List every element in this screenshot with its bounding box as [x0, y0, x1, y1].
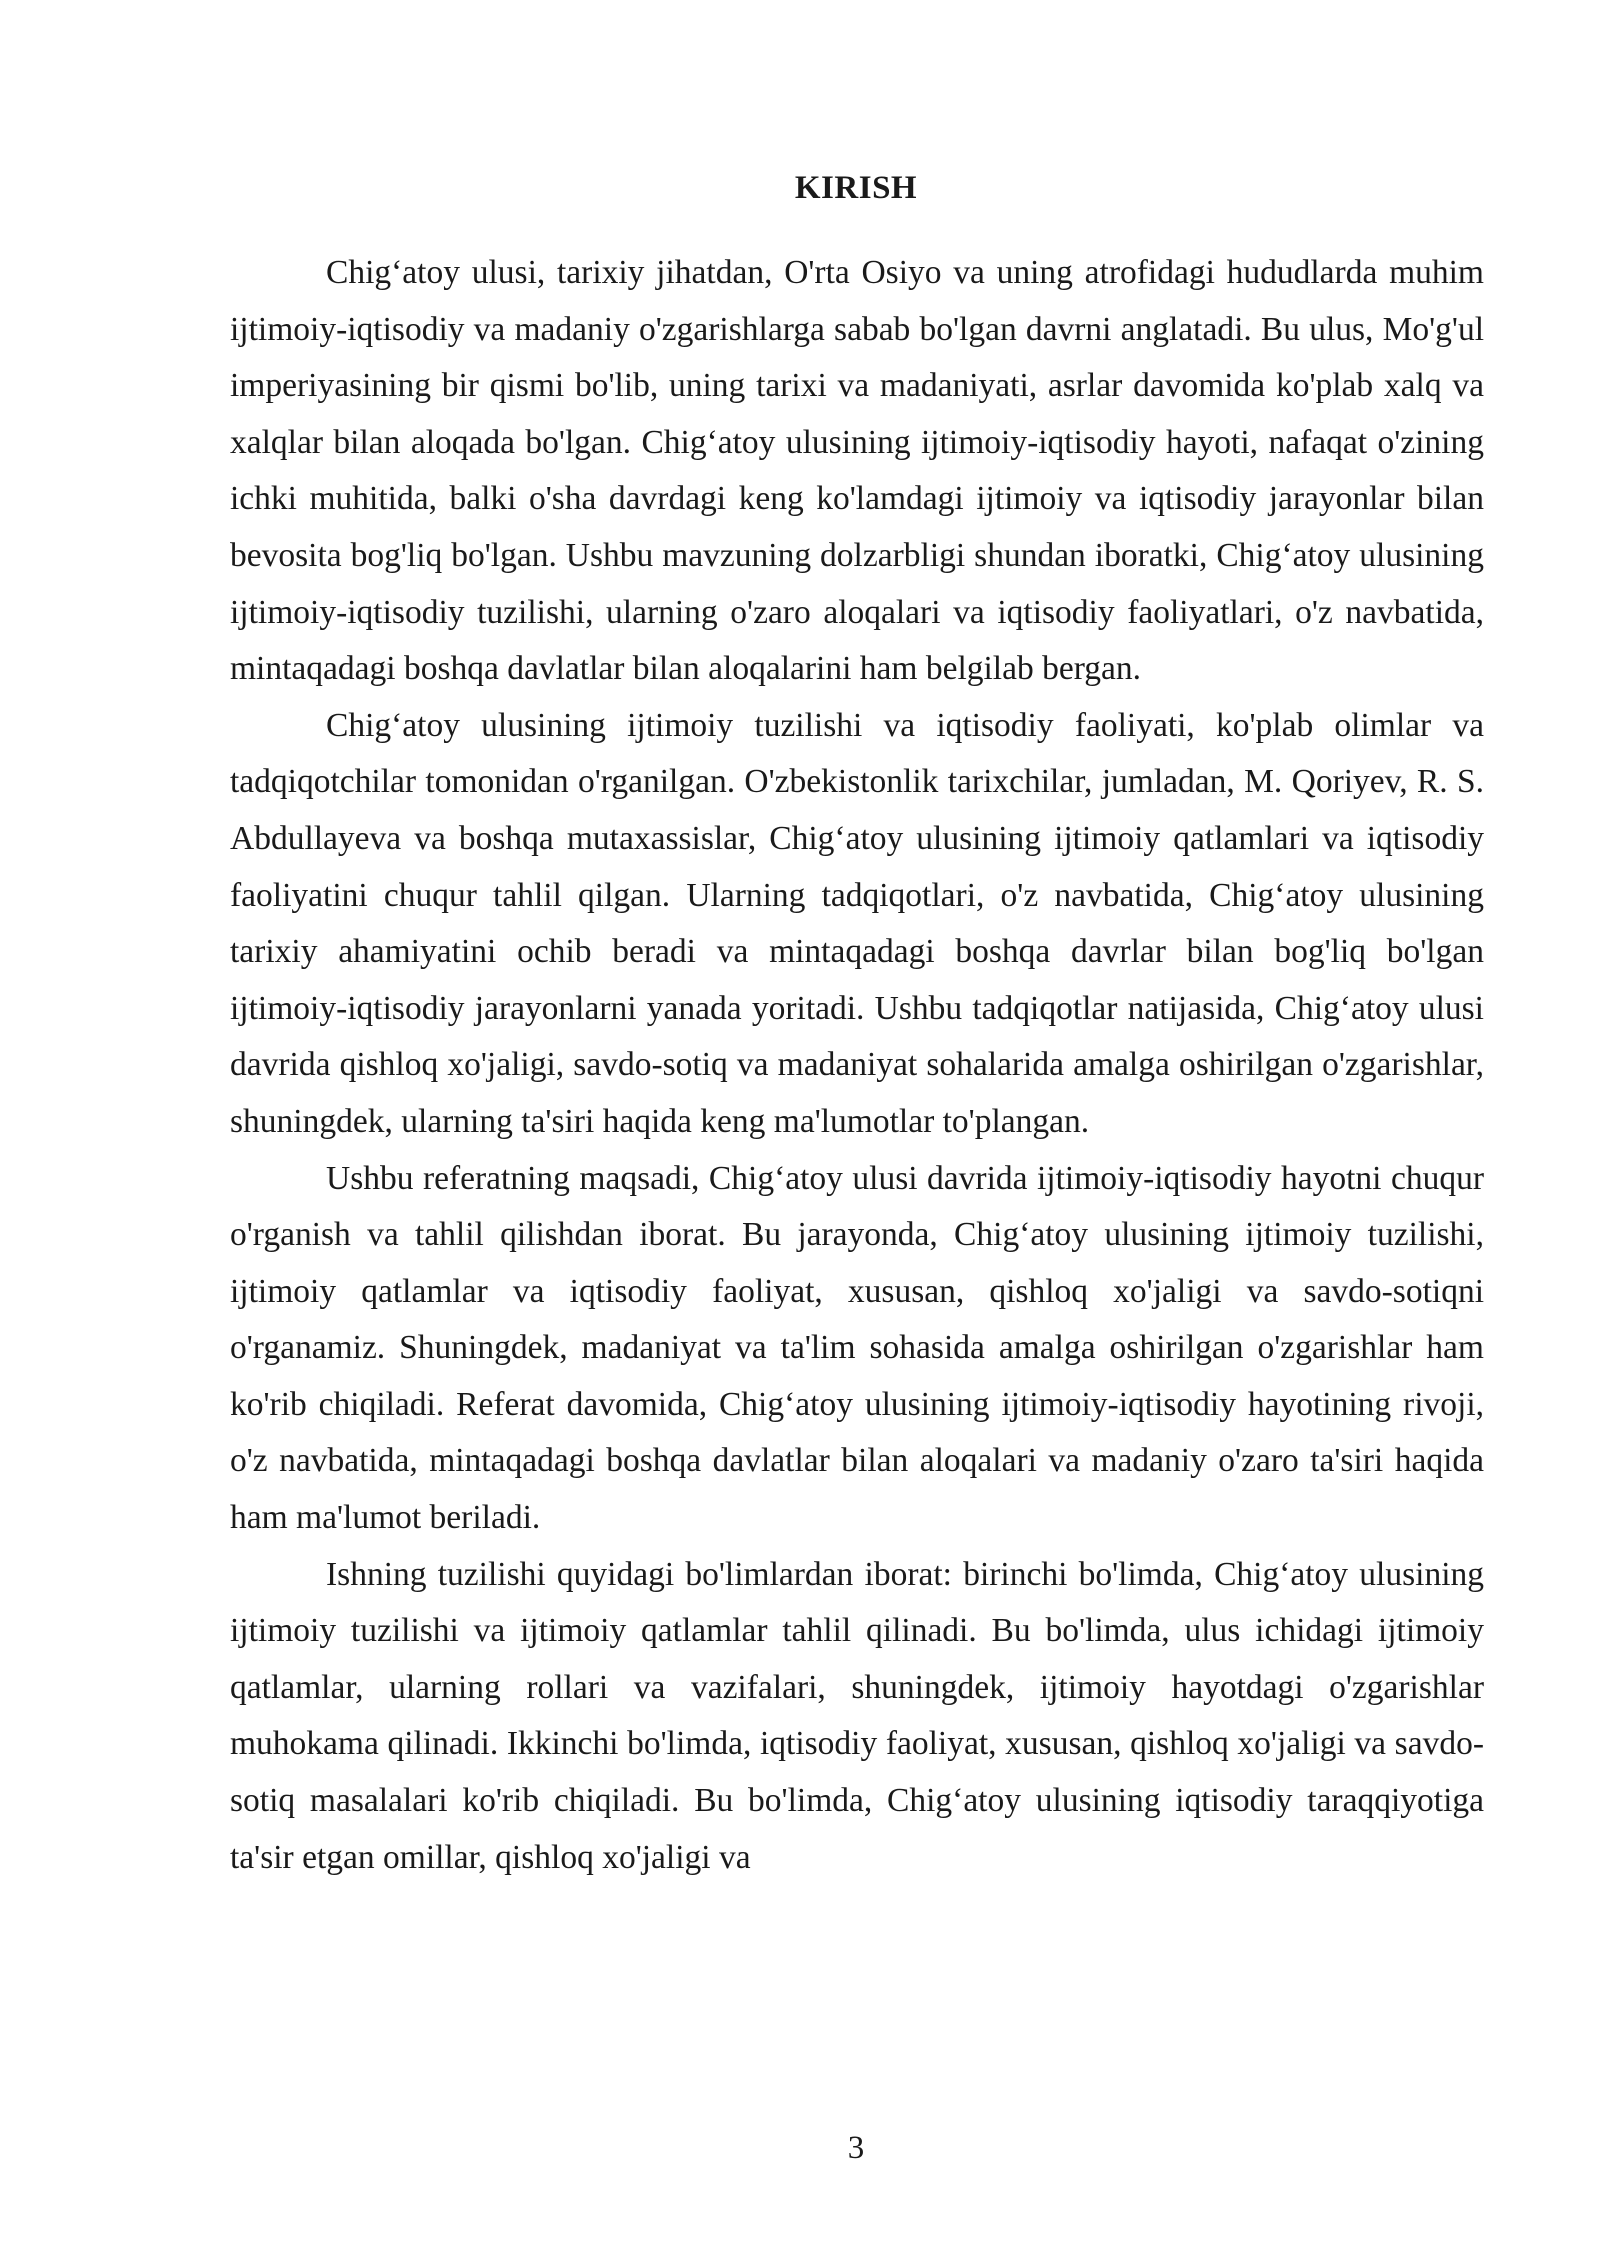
- section-title: KIRISH: [794, 170, 918, 206]
- paragraph: Ishning tuzilishi quyidagi bo'limlardan iborat: birinchi bo'limda, Chig‘atoy ulusining ijtimoiy tuzilishi va ijtimoiy qatlamlar tahlil qilinadi. Bu bo'limda, ulus ichidagi ijtimoiy qatlamlar, ularning rollari va vazifalari, shuningdek, ijtimoiy hayotdagi o'zgarishlar muhokama qilinadi. Ikkinchi bo'limda, iqtisodiy faoliyat, xususan, qishloq xo'jaligi va savdo-sotiq masalalari ko'rib chiqiladi. Bu bo'limda, Chig‘atoy ulusining iqtisodiy taraqqiyotiga ta'sir etgan omillar, qishloq xo'jaligi va: [230, 1555, 1484, 1876]
- page-number: 3: [847, 2130, 865, 2166]
- paragraph: Chig‘atoy ulusining ijtimoiy tuzilishi va iqtisodiy faoliyati, ko'plab olimlar va tadqiqotchilar tomonidan o'rganilgan. O'zbekistonlik tarixchilar, jumladan, M. Qoriyev, R. S. Abdullayeva va boshqa mutaxassislar, Chig‘atoy ulusining ijtimoiy qatlamlari va iqtisodiy faoliyatini chuqur tahlil qilgan. Ularning tadqiqotlari, o'z navbatida, Chig‘atoy ulusining tarixiy ahamiyatini ochib beradi va mintaqadagi boshqa davrlar bilan bog'liq bo'lgan ijtimoiy-iqtisodiy jarayonlarni yanada yoritadi. Ushbu tadqiqotlar natijasida, Chig‘atoy ulusi davrida qishloq xo'jaligi, savdo-sotiq va madaniyat sohalarida amalga oshirilgan o'zgarishlar, shuningdek, ularning ta'siri haqida keng ma'lumotlar to'plangan.: [230, 706, 1484, 1140]
- body-text: [230, 245, 1484, 1886]
- paragraph: Chig‘atoy ulusi, tarixiy jihatdan, O'rta Osiyo va uning atrofidagi hududlarda muhim ijtimoiy-iqtisodiy va madaniy o'zgarishlarga sabab bo'lgan davrni anglatadi. Bu ulus, Mo'g'ul imperiyasining bir qismi bo'lib, uning tarixi va madaniyati, asrlar davomida ko'plab xalq va xalqlar bilan aloqada bo'lgan. Chig‘atoy ulusining ijtimoiy-iqtisodiy hayoti, nafaqat o'zining ichki muhitida, balki o'sha davrdagi keng ko'lamdagi ijtimoiy va iqtisodiy jarayonlar bilan bevosita bog'liq bo'lgan. Ushbu mavzuning dolzarbligi shundan iboratki, Chig‘atoy ulusining ijtimoiy-iqtisodiy tuzilishi, ularning o'zaro aloqalari va iqtisodiy faoliyatlari, o'z navbatida, mintaqadagi boshqa davlatlar bilan aloqalarini ham belgilab bergan.: [230, 254, 1484, 688]
- paragraph: Ushbu referatning maqsadi, Chig‘atoy ulusi davrida ijtimoiy-iqtisodiy hayotni chuqur o'rganish va tahlil qilishdan iborat. Bu jarayonda, Chig‘atoy ulusining ijtimoiy tuzilishi, ijtimoiy qatlamlar va iqtisodiy faoliyat, xususan, qishloq xo'jaligi va savdo-sotiqni o'rganamiz. Shuningdek, madaniyat va ta'lim sohasida amalga oshirilgan o'zgarishlar ham ko'rib chiqiladi. Referat davomida, Chig‘atoy ulusining ijtimoiy-iqtisodiy hayotining rivoji, o'z navbatida, mintaqadagi boshqa davlatlar bilan aloqalari va madaniy o'zaro ta'siri haqida ham ma'lumot beriladi.: [230, 1159, 1484, 1537]
